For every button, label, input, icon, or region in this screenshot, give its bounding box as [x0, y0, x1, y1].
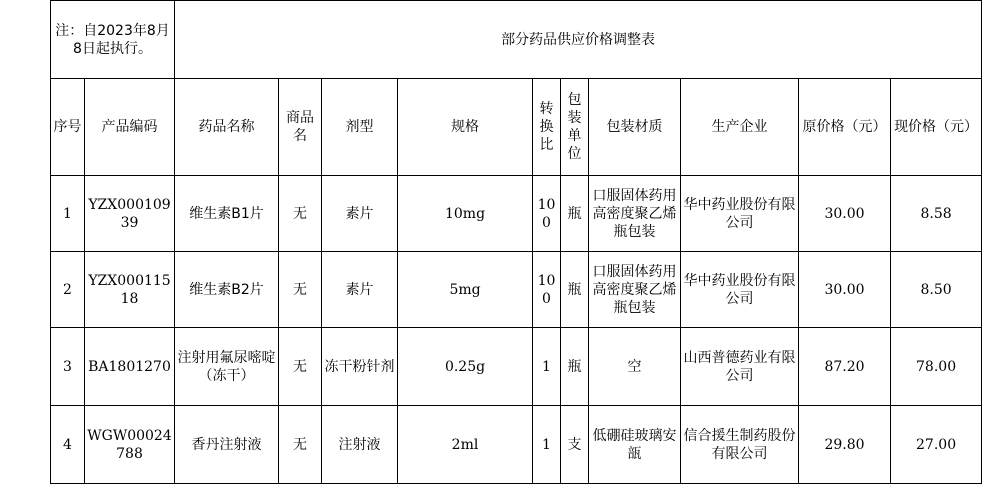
header-maker: 生产企业 [681, 79, 799, 176]
cell-brand: 无 [279, 328, 322, 406]
table-title: 部分药品供应价格调整表 [175, 1, 982, 79]
table-row [51, 252, 982, 328]
cell-unit: 瓶 [561, 252, 589, 328]
cell-code: WGW00024788 [85, 406, 175, 484]
cell-unit: 瓶 [561, 176, 589, 252]
header-form: 剂型 [322, 79, 398, 176]
cell-material: 低硼硅玻璃安瓿 [589, 406, 681, 484]
header-unit: 包装单位 [561, 79, 589, 176]
cell-name: 维生素B2片 [175, 252, 279, 328]
cell-seq: 3 [51, 328, 85, 406]
cell-code: YZX00011518 [85, 252, 175, 328]
effective-date-note: 注：自2023年8月8日起执行。 [51, 1, 175, 79]
cell-old-price: 30.00 [799, 252, 891, 328]
cell-unit: 支 [561, 406, 589, 484]
cell-code: BA1801270 [85, 328, 175, 406]
cell-ratio: 1 [533, 328, 561, 406]
cell-spec: 10mg [398, 176, 533, 252]
cell-ratio: 1 [533, 406, 561, 484]
cell-spec: 0.25g [398, 328, 533, 406]
cell-brand: 无 [279, 406, 322, 484]
cell-material: 口服固体药用高密度聚乙烯瓶包装 [589, 252, 681, 328]
cell-ratio: 100 [533, 176, 561, 252]
cell-brand: 无 [279, 176, 322, 252]
header-material: 包装材质 [589, 79, 681, 176]
table-row [51, 328, 982, 406]
cell-form: 注射液 [322, 406, 398, 484]
cell-maker: 华中药业股份有限公司 [681, 252, 799, 328]
cell-spec: 2ml [398, 406, 533, 484]
header-row [51, 79, 982, 176]
price-adjustment-table [50, 0, 982, 484]
header-new-price: 现价格（元） [891, 79, 982, 176]
header-ratio: 转换比 [533, 79, 561, 176]
cell-form: 素片 [322, 176, 398, 252]
header-brand: 商品名 [279, 79, 322, 176]
cell-new-price: 8.58 [891, 176, 982, 252]
table-row [51, 176, 982, 252]
cell-old-price: 29.80 [799, 406, 891, 484]
cell-new-price: 27.00 [891, 406, 982, 484]
cell-code: YZX00010939 [85, 176, 175, 252]
header-old-price: 原价格（元） [799, 79, 891, 176]
cell-old-price: 87.20 [799, 328, 891, 406]
table-row [51, 406, 982, 484]
cell-maker: 信合援生制药股份有限公司 [681, 406, 799, 484]
title-row [51, 1, 982, 79]
cell-old-price: 30.00 [799, 176, 891, 252]
cell-seq: 2 [51, 252, 85, 328]
cell-new-price: 78.00 [891, 328, 982, 406]
cell-brand: 无 [279, 252, 322, 328]
header-name: 药品名称 [175, 79, 279, 176]
cell-name: 维生素B1片 [175, 176, 279, 252]
cell-spec: 5mg [398, 252, 533, 328]
cell-maker: 华中药业股份有限公司 [681, 176, 799, 252]
header-code: 产品编码 [85, 79, 175, 176]
cell-seq: 4 [51, 406, 85, 484]
cell-maker: 山西普德药业有限公司 [681, 328, 799, 406]
cell-material: 空 [589, 328, 681, 406]
header-spec: 规格 [398, 79, 533, 176]
cell-new-price: 8.50 [891, 252, 982, 328]
cell-material: 口服固体药用高密度聚乙烯瓶包装 [589, 176, 681, 252]
cell-name: 注射用氟尿嘧啶（冻干） [175, 328, 279, 406]
cell-unit: 瓶 [561, 328, 589, 406]
cell-form: 冻干粉针剂 [322, 328, 398, 406]
cell-seq: 1 [51, 176, 85, 252]
header-seq: 序号 [51, 79, 85, 176]
cell-ratio: 100 [533, 252, 561, 328]
cell-name: 香丹注射液 [175, 406, 279, 484]
cell-form: 素片 [322, 252, 398, 328]
